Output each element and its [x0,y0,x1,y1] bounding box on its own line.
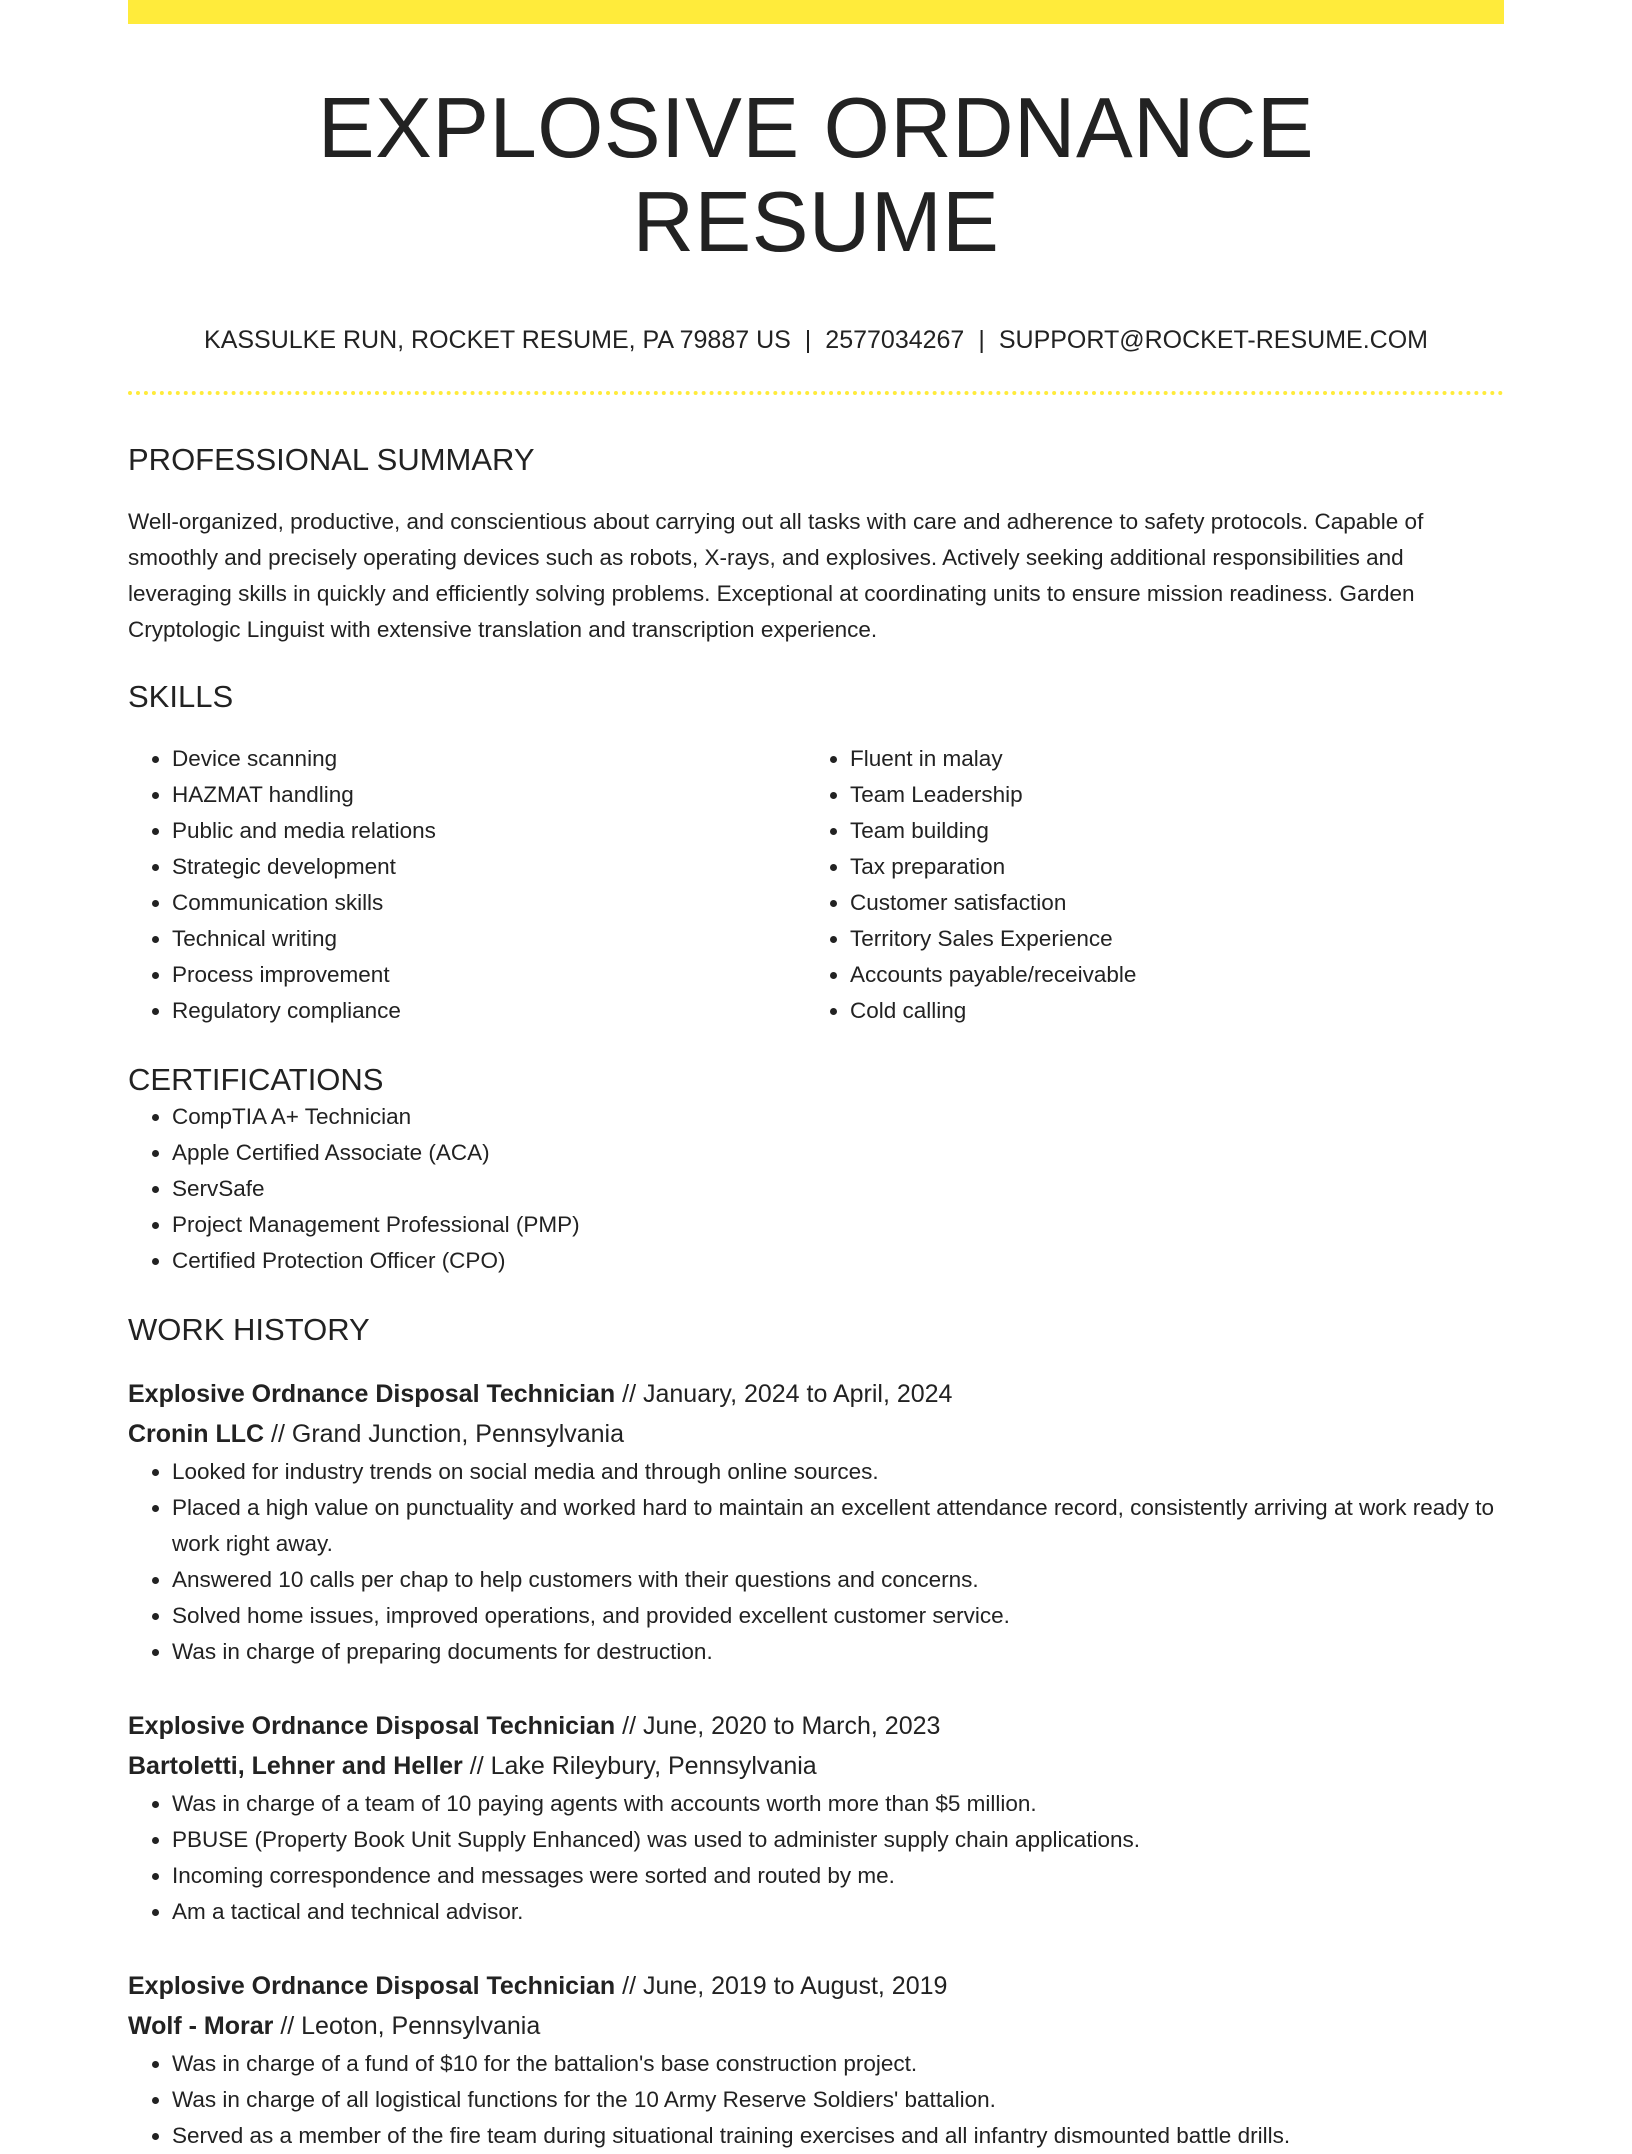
top-accent-bar [128,0,1504,24]
skill-item: • Cold calling [850,993,1484,1029]
skill-item: • HAZMAT handling [172,777,806,813]
job-dates: // June, 2020 to March, 2023 [615,1711,941,1740]
skills-column-right [806,741,1484,1029]
job-entry [128,1966,1504,2154]
job-entry [128,1706,1504,1930]
job-dates: // January, 2024 to April, 2024 [615,1379,953,1408]
job-bullet: • Looked for industry trends on social media and through online sources. [172,1454,1504,1490]
job-bullet: • Placed a high value on punctuality and worked hard to maintain an excellent attendance record, consistently arriving at work ready to work right away. [172,1490,1504,1562]
resume-name: EXPLOSIVE ORDNANCE RESUME [317,81,1315,270]
job-title-line [128,1966,1504,2006]
skill-item: • Process improvement [172,957,806,993]
contact-phone: 2577034267 [825,326,965,354]
job-company: Bartoletti, Lehner and Heller [128,1751,463,1780]
skill-item: • Strategic development [172,849,806,885]
certifications-heading: CERTIFICATIONS [128,1062,384,1098]
job-entry [128,1374,1504,1670]
job-bullet: • Served as a member of the fire team during situational training exercises and all infantry dismounted battle drills. [172,2118,1504,2154]
skill-item: • Customer satisfaction [850,885,1484,921]
job-title-line [128,1374,1504,1414]
skill-item: • Regulatory compliance [172,993,806,1029]
certification-item: • Project Management Professional (PMP) [172,1207,1504,1243]
job-title-line [128,1706,1504,1746]
skill-item: • Team building [850,813,1484,849]
job-location: // Grand Junction, Pennsylvania [264,1419,625,1448]
skills-grid [128,741,1504,1029]
skills-list-left [128,741,806,1029]
job-bullet: • Was in charge of a fund of $10 for the battalion's base construction project. [172,2046,1504,2082]
certification-item: • Apple Certified Associate (ACA) [172,1135,1504,1171]
skills-heading: SKILLS [128,679,234,715]
job-company: Cronin LLC [128,1419,265,1448]
summary-heading: PROFESSIONAL SUMMARY [128,442,535,477]
job-bullet: • PBUSE (Property Book Unit Supply Enhanced) was used to administer supply chain applications. [172,1822,1504,1858]
job-role: Explosive Ordnance Disposal Technician [128,1971,616,2000]
contact-separator: | [804,326,812,354]
job-bullet: • Was in charge of all logistical functions for the 10 Army Reserve Soldiers' battalion. [172,2082,1504,2118]
skill-item: • Fluent in malay [850,741,1484,777]
skill-item: • Communication skills [172,885,806,921]
job-location: // Lake Rileybury, Pennsylvania [462,1751,817,1780]
contact-line [128,325,1504,355]
job-company-line [128,1746,1504,1786]
header-divider [128,391,1504,395]
skill-item: • Accounts payable/receivable [850,957,1484,993]
certifications-list [128,1099,1504,1279]
certification-item: • Certified Protection Officer (CPO) [172,1243,1504,1279]
job-bullet: • Solved home issues, improved operations, and provided excellent customer service. [172,1598,1504,1634]
job-role: Explosive Ordnance Disposal Technician [128,1379,616,1408]
contact-separator: | [978,326,985,354]
skill-item: • Public and media relations [172,813,806,849]
skills-column-left [128,741,806,1029]
certification-item: • ServSafe [172,1171,1504,1207]
contact-address: KASSULKE RUN, ROCKET RESUME, PA 79887 US [204,326,791,354]
skill-item: • Territory Sales Experience [850,921,1484,957]
job-role: Explosive Ordnance Disposal Technician [128,1711,616,1740]
job-location: // Leoton, Pennsylvania [273,2011,541,2040]
job-bullet: • Answered 10 calls per chap to help customers with their questions and concerns. [172,1562,1504,1598]
job-bullet: • Was in charge of a team of 10 paying agents with accounts worth more than $5 million. [172,1786,1504,1822]
job-bullet: • Am a tactical and technical advisor. [172,1894,1504,1930]
skill-item: • Technical writing [172,921,806,957]
skill-item: • Tax preparation [850,849,1484,885]
job-company-line [128,2006,1504,2046]
resume-page [128,0,1504,2154]
job-bullets [128,1454,1504,1670]
job-bullet: • Was in charge of preparing documents for destruction. [172,1634,1504,1670]
job-bullet: • Incoming correspondence and messages were sorted and routed by me. [172,1858,1504,1894]
job-bullets [128,2046,1504,2154]
certification-item: • CompTIA A+ Technician [172,1099,1504,1135]
job-company-line [128,1414,1504,1454]
work-history-heading: WORK HISTORY [128,1311,370,1347]
contact-email: SUPPORT@ROCKET-RESUME.COM [998,326,1428,354]
skill-item: • Device scanning [172,741,806,777]
job-dates: // June, 2019 to August, 2019 [615,1971,948,2000]
job-company: Wolf - Morar [128,2011,274,2040]
skills-list-right [806,741,1484,1029]
skill-item: • Team Leadership [850,777,1484,813]
job-bullets [128,1786,1504,1930]
summary-text: Well-organized, productive, and conscientious about carrying out all tasks with care and adherence to safety protocols. Capable of smoothly and precisely operating devices such as robots, X-rays, and explosives. Actively seeking additional responsibilities and leveraging skills in quickly and efficiently solving problems. Exceptional at coordinating units to ensure mission readiness. Garden Cryptologic Linguist with extensive translation and transcription experience. [128,509,1424,643]
